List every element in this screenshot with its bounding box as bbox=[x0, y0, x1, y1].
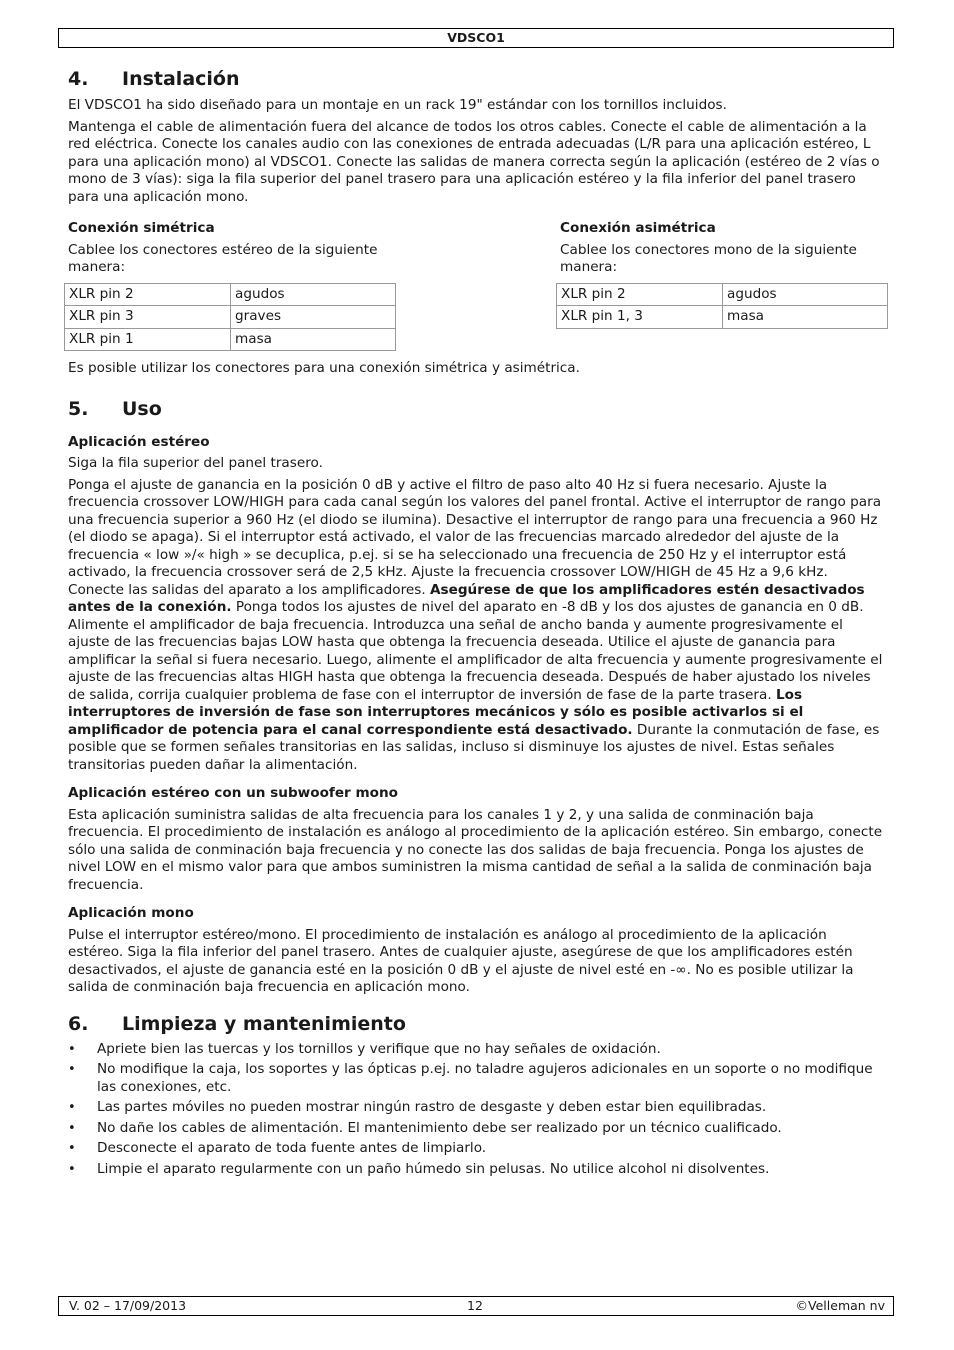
list-item: • Desconecte el aparato de toda fuente antes de limpiarlo. bbox=[68, 1140, 884, 1158]
stereo-text-2: Ponga todos los ajustes de nivel del aparato en -8 dB y los dos ajustes de ganancia en 0 dB. Alimente el amplificador de baja frecuencia. Introduzca una señal de ancho banda y aumente progresivamente el ajuste de las frecuencias bajas LOW hasta que obtenga la frecuencia deseada. Utilice el ajuste de ganancia para amplificar la señal si fuera necesario. Luego, alimente el amplificador de alta frecuencia y aumente progresivamente el ajuste de las frecuencias altas HIGH hasta que obtenga la frecuencia deseada. Después de haber ajustado los niveles de salida, corrija cualquier problema de fase con el interruptor de inversión de fase de la parte trasera. bbox=[68, 599, 883, 703]
table-cell: XLR pin 1 bbox=[65, 328, 231, 351]
table-cell: masa bbox=[723, 306, 888, 329]
table-cell: XLR pin 1, 3 bbox=[557, 306, 723, 329]
page-header bbox=[58, 28, 894, 48]
section-4-heading bbox=[68, 66, 884, 92]
table-row bbox=[557, 283, 888, 306]
page-content bbox=[68, 66, 884, 1178]
symmetric-text: Cablee los conectores estéreo de la siguiente manera: bbox=[68, 241, 378, 275]
table-cell: graves bbox=[231, 306, 396, 329]
list-item: • Limpie el aparato regularmente con un paño húmedo sin pelusas. No utilice alcohol ni disolventes. bbox=[68, 1161, 884, 1179]
list-item: • Las partes móviles no pueden mostrar ningún rastro de desgaste y deben estar bien equilibradas. bbox=[68, 1099, 884, 1117]
subwoofer-paragraph: Esta aplicación suministra salidas de alta frecuencia para los canales 1 y 2, y una salida de conminación baja frecuencia. El procedimiento de instalación es análogo al procedimiento de la aplicación estéreo. Sin embargo, conecte sólo una salida de conminación baja frecuencia y no conecte las dos salidas de baja frecuencia. Ponga los ajustes de nivel LOW en el mismo valor para que ambos suministren la misma cantidad de señal a la salida de conminación baja frecuencia. bbox=[68, 806, 883, 893]
asymmetric-title: Conexión asimétrica bbox=[560, 220, 716, 236]
footer-page-number: 12 bbox=[467, 1298, 483, 1313]
symmetric-table bbox=[64, 283, 396, 352]
table-row bbox=[65, 328, 396, 351]
list-item: • Apriete bien las tuercas y los tornillos y verifique que no hay señales de oxidación. bbox=[68, 1041, 884, 1059]
table-cell: masa bbox=[231, 328, 396, 351]
stereo-text-3: Durante la conmutación de fase, es posible que se formen señales transitorias en las salidas, incluso si disminuye los ajustes de nivel. Estas señales transitorias pueden dañar la alimentación. bbox=[68, 721, 880, 773]
stereo-paragraph-1: Siga la fila superior del panel trasero. bbox=[68, 455, 323, 471]
table-row bbox=[557, 306, 888, 329]
table-cell: XLR pin 2 bbox=[65, 283, 231, 306]
connection-columns bbox=[68, 220, 884, 351]
stereo-title: Aplicación estéreo bbox=[68, 433, 210, 450]
section-6-number: 6. bbox=[68, 1012, 89, 1035]
stereo-warning-2: Los interruptores de inversión de fase son interruptores mecánicos y sólo es posible activarlos si el amplificador de potencia para el canal correspondiente está desactivado. bbox=[68, 686, 804, 738]
section-6-heading bbox=[68, 1011, 884, 1037]
table-row bbox=[65, 283, 396, 306]
mono-paragraph: Pulse el interruptor estéreo/mono. El procedimiento de instalación es análogo al procedimiento de la aplicación estéreo. Siga la fila inferior del panel trasero. Antes de cualquier ajuste, asegúrese de que los amplificadores estén desactivados, el ajuste de ganancia esté en la posición 0 dB y el ajuste de nivel esté en -∞. No es posible utilizar la salida de conminación baja frecuencia en aplicación mono. bbox=[68, 926, 854, 995]
table-row bbox=[65, 306, 396, 329]
section-5-title: Uso bbox=[122, 397, 162, 420]
list-item: • No dañe los cables de alimentación. El mantenimiento debe ser realizado por un técnico cualificado. bbox=[68, 1120, 884, 1138]
stereo-warning-1: Asegúrese de que los amplificadores estén desactivados antes de la conexión. bbox=[68, 581, 865, 615]
section-5-number: 5. bbox=[68, 397, 89, 420]
header-title: VDSCO1 bbox=[447, 30, 505, 45]
asymmetric-connection bbox=[560, 220, 890, 351]
table-cell: XLR pin 2 bbox=[557, 283, 723, 306]
stereo-paragraph-2 bbox=[68, 477, 884, 775]
section-4-title: Instalación bbox=[122, 68, 240, 90]
footer-version: V. 02 – 17/09/2013 bbox=[69, 1298, 187, 1313]
footer-copyright: ©Velleman nv bbox=[795, 1298, 885, 1313]
section-5-heading bbox=[68, 396, 884, 422]
section-6-title: Limpieza y mantenimiento bbox=[122, 1012, 406, 1035]
table-cell: agudos bbox=[723, 283, 888, 306]
section-4-paragraph-2: Mantenga el cable de alimentación fuera del alcance de todos los otros cables. Conecte el cable de alimentación a la red eléctrica. Conecte los canales audio con las conexiones de entrada adecuadas (L/R para una aplicación estéreo, L para una aplicación mono) al VDSCO1. Conecte las salidas de manera correcta según la aplicación (estéreo de 2 vías o mono de 3 vías): siga la fila superior del panel trasero para una aplicación estéreo y la fila inferior del panel trasero para una aplicación mono. bbox=[68, 118, 880, 205]
symmetric-title: Conexión simétrica bbox=[68, 220, 215, 236]
asymmetric-table bbox=[556, 283, 888, 329]
stereo-text-1: Ponga el ajuste de ganancia en la posición 0 dB y active el filtro de paso alto 40 Hz si fuera necesario. Ajuste la frecuencia crossover LOW/HIGH para cada canal según los valores del panel frontal. Active el interruptor de rango para una frecuencia superior a 960 Hz (el diodo se ilumina). Desactive el interruptor de rango para una frecuencia a 960 Hz (el diodo se apaga). Si el interruptor está activado, el valor de las frecuencias marcado alrededor del ajuste de la frecuencia « low »/« high » se decuplica, p.ej. si se ha seleccionado una frecuencia de 250 Hz y el interruptor está activado, la frecuencia crossover será de 2,5 kHz. Ajuste la frecuencia crossover LOW/HIGH de 45 Hz a 9,6 kHz. Conecte las salidas del aparato a los amplificadores. bbox=[68, 476, 882, 598]
symmetric-connection bbox=[68, 220, 398, 351]
table-cell: agudos bbox=[231, 283, 396, 306]
asymmetric-text: Cablee los conectores mono de la siguiente manera: bbox=[560, 241, 857, 275]
section-4-number: 4. bbox=[68, 68, 89, 90]
subwoofer-title: Aplicación estéreo con un subwoofer mono bbox=[68, 785, 399, 801]
mono-title: Aplicación mono bbox=[68, 905, 194, 921]
table-cell: XLR pin 3 bbox=[65, 306, 231, 329]
section-4-paragraph-3: Es posible utilizar los conectores para una conexión simétrica y asimétrica. bbox=[68, 360, 580, 376]
section-4-paragraph-1: El VDSCO1 ha sido diseñado para un montaje en un rack 19" estándar con los tornillos incluidos. bbox=[68, 97, 727, 113]
page-footer bbox=[58, 1296, 894, 1316]
list-item: • No modifique la caja, los soportes y las ópticas p.ej. no taladre agujeros adicionales en un soporte o no modifique las conexiones, etc. bbox=[68, 1061, 884, 1096]
maintenance-list bbox=[68, 1041, 884, 1179]
